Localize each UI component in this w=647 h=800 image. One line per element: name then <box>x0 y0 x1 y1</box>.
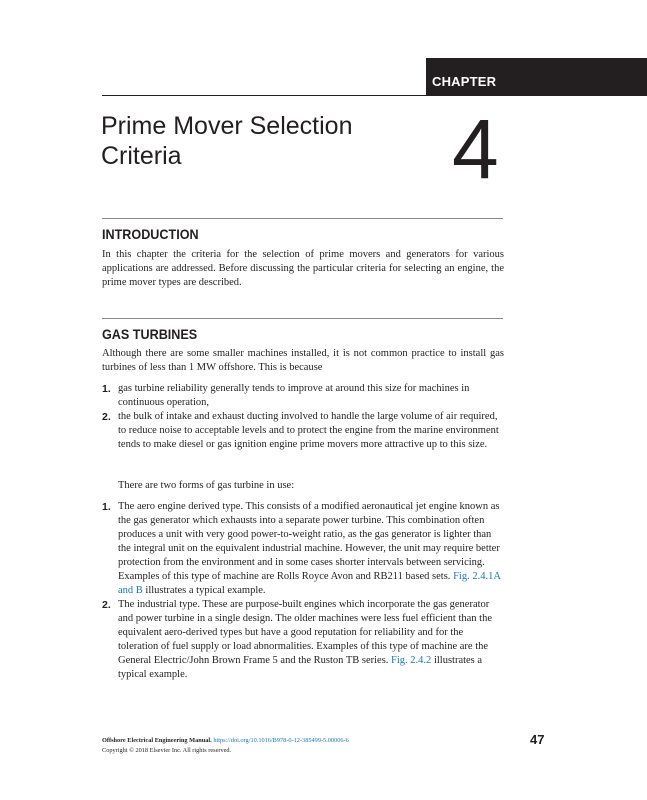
list-item <box>102 500 506 598</box>
figure-link-2-4-1[interactable]: Fig. 2.4.1A and B <box>118 571 501 596</box>
chapter-title-line1: Prime Mover Selection <box>101 112 353 140</box>
chapter-rule <box>102 95 647 96</box>
forms-list <box>102 500 506 682</box>
section-rule-gas-turbines <box>102 318 503 319</box>
list-item-text: the bulk of intake and exhaust ducting involved to handle the large volume of air required, to reduce noise to acceptable levels and to protect the engine from the marine environment tends to make diesel or gas ignition engine prime movers more attractive up to this size. <box>118 411 499 450</box>
section-heading-introduction: INTRODUCTION <box>102 226 199 242</box>
page-footer <box>102 736 502 756</box>
list-item-text: The aero engine derived type. This consists of a modified aeronautical jet engine known as the gas generator which exhausts into a separate power turbine. This combination often produces a unit with very good power-to-weight ratio, as the gas generator is lighter than the integral unit on the equivalent industrial machine. However, the unit may require better protection from the environment and in some cases shorter intervals between servicing. Examples of this type of machine are Rolls Royce Avon and RB211 based sets. <box>118 501 500 582</box>
list-item-text-after: illustrates a typical example. <box>118 655 483 680</box>
list-item-number: 2. <box>102 411 111 423</box>
introduction-paragraph: In this chapter the criteria for the selection of prime movers and generators for various applications are addressed. Before discussing the particular criteria for selecting an engine, the prime mover types are described. <box>102 249 504 288</box>
gas-turbines-intro-paragraph: Although there are some smaller machines installed, it is not common practice to install gas turbines of less than 1 MW offshore. This is because <box>102 348 504 373</box>
section-heading-gas-turbines: GAS TURBINES <box>102 326 198 342</box>
list-item-text: The industrial type. These are purpose-built engines which incorporate the gas generator and power turbine in a single design. The older machines were less fuel efficient than the equivalent aero-derived types but have a good reputation for reliability and for the toleration of fuel supply or load abnormalities. Examples of this type of machine are the General Electric/John Brown Frame 5 and the Ruston TB series. <box>118 599 492 666</box>
list-item-text-after: illustrates a typical example. <box>142 585 266 596</box>
section-rule-introduction <box>102 218 503 219</box>
list-item <box>102 410 506 452</box>
chapter-label-tab <box>426 58 647 95</box>
chapter-title-line2: Criteria <box>101 142 182 170</box>
list-item-number: 1. <box>102 383 111 395</box>
chapter-number: 4 <box>452 102 499 196</box>
list-item <box>102 598 506 682</box>
footer-journal: Offshore Electrical Engineering Manual. <box>102 737 212 744</box>
footer-doi-link[interactable]: https://doi.org/10.1016/B978-0-12-385499-5.00006-6 <box>213 737 349 744</box>
chapter-label: CHAPTER <box>432 74 497 89</box>
reasons-list <box>102 382 506 452</box>
footer-copyright: Copyright © 2018 Elsevier Inc. All rights reserved. <box>102 747 232 754</box>
list-item-number: 2. <box>102 599 111 611</box>
list-item-number: 1. <box>102 501 111 513</box>
list-item <box>102 382 506 410</box>
forms-intro-paragraph: There are two forms of gas turbine in use: <box>118 480 295 491</box>
chapter-title <box>101 111 421 171</box>
page-number: 47 <box>530 732 545 747</box>
figure-link-2-4-2[interactable]: Fig. 2.4.2 <box>391 655 432 666</box>
list-item-text: gas turbine reliability generally tends to improve at around this size for machines in continuous operation, <box>118 383 470 408</box>
